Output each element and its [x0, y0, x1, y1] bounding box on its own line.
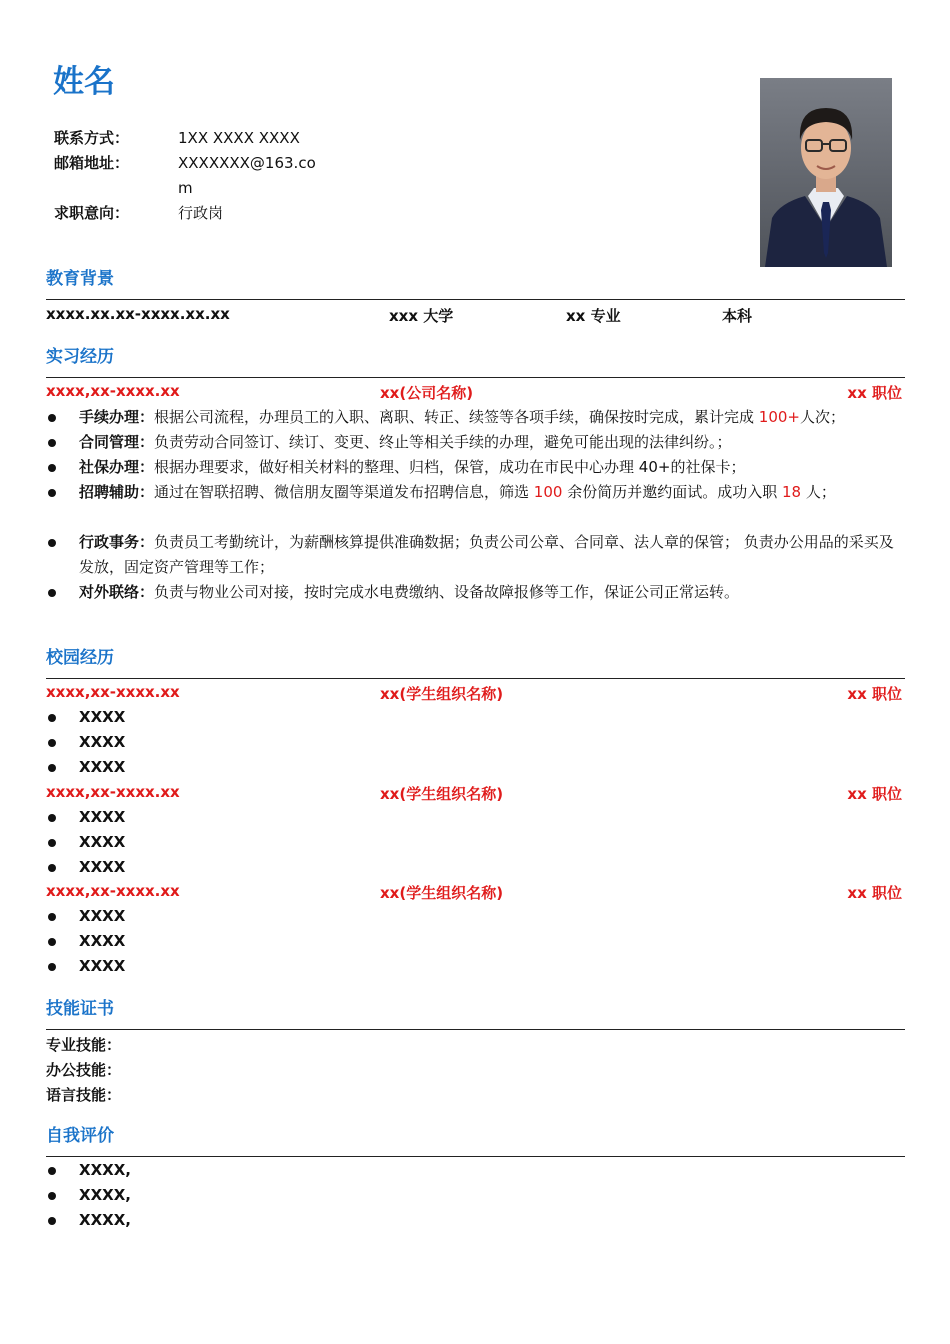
item-text: XXXX [79, 907, 126, 925]
list-item [46, 530, 908, 580]
item-text: 负责员工考勤统计，为薪酬核算提供准确数据；负责公司公章、合同章、法人章的保管； 负责办公用品的采买及发放，固定资产管理等工作； [79, 533, 894, 576]
item-text: 通过在智联招聘、微信朋友圈等渠道发布招聘信息，筛选 [154, 483, 534, 501]
section-title-campus: 校园经历 [46, 648, 114, 668]
education-school: xxx 大学 [389, 307, 454, 325]
item-text: XXXX [79, 708, 126, 726]
campus-items [46, 805, 908, 880]
bullet-icon [48, 864, 56, 872]
item-highlight: 18 [781, 483, 802, 501]
section-title-education: 教育背景 [46, 269, 114, 289]
bullet-icon [48, 764, 56, 772]
list-item [46, 830, 908, 855]
campus-org: xx(学生组织名称) [380, 785, 504, 803]
contact-row-objective [54, 201, 354, 226]
campus-date: xxxx,xx-xxxx.xx [46, 683, 180, 701]
list-item [46, 1158, 908, 1183]
item-text: 余份简历并邀约面试。成功入职 [562, 483, 782, 501]
campus-items [46, 904, 908, 979]
list-item [46, 430, 908, 455]
internship-position: xx 职位 [847, 384, 902, 402]
item-text: XXXX [79, 957, 126, 975]
item-highlight: 100 [533, 483, 563, 501]
section-title-self-eval: 自我评价 [46, 1126, 114, 1146]
campus-date: xxxx,xx-xxxx.xx [46, 882, 180, 900]
section-title-skills: 技能证书 [46, 999, 114, 1019]
contact-info [54, 126, 354, 226]
campus-org: xx(学生组织名称) [380, 884, 504, 902]
item-text: XXXX [79, 808, 126, 826]
campus-position: xx 职位 [847, 685, 902, 703]
skill-language: 语言技能： [46, 1086, 122, 1104]
internship-header [46, 382, 902, 404]
campus-date: xxxx,xx-xxxx.xx [46, 783, 180, 801]
section-title-internship: 实习经历 [46, 347, 114, 367]
list-item [46, 755, 908, 780]
item-text: XXXX [79, 733, 126, 751]
section-divider [46, 299, 905, 300]
bullet-icon [48, 439, 56, 447]
item-label: 招聘辅助： [79, 483, 155, 501]
contact-label: 联系方式： [54, 129, 130, 147]
item-text: 负责与物业公司对接，按时完成水电费缴纳、设备故障报修等工作，保证公司正常运转。 [154, 583, 740, 601]
item-label: 行政事务： [79, 533, 155, 551]
internship-duties [46, 405, 908, 605]
campus-header [46, 783, 902, 805]
item-label: 合同管理： [79, 433, 155, 451]
contact-label: 求职意向： [54, 204, 130, 222]
bullet-icon [48, 714, 56, 722]
campus-header [46, 683, 902, 705]
education-degree: 本科 [722, 307, 753, 325]
contact-row-email [54, 151, 354, 201]
section-divider [46, 1156, 905, 1157]
list-item [46, 1183, 908, 1208]
list-item [46, 480, 908, 505]
resume-name: 姓名 [53, 64, 115, 100]
item-highlight: 100+ [758, 408, 800, 426]
campus-header [46, 882, 902, 904]
item-text: 负责劳动合同签订、续订、变更、终止等相关手续的办理，避免可能出现的法律纠纷。； [154, 433, 732, 451]
list-item [46, 455, 908, 480]
item-text: 根据办理要求，做好相关材料的整理、归档，保管，成功在市民中心办理 40+的社保卡； [154, 458, 746, 476]
item-label: 对外联络： [79, 583, 155, 601]
bullet-icon [48, 839, 56, 847]
bullet-icon [48, 414, 56, 422]
bullet-icon [48, 464, 56, 472]
internship-company: xx(公司名称) [380, 384, 474, 402]
campus-position: xx 职位 [847, 884, 902, 902]
item-text: 人； [801, 483, 836, 501]
contact-value: 行政岗 [178, 204, 224, 222]
campus-org: xx(学生组织名称) [380, 685, 504, 703]
campus-items [46, 705, 908, 780]
item-text: XXXX [79, 833, 126, 851]
list-item [46, 954, 908, 979]
bullet-icon [48, 913, 56, 921]
item-text: XXXX [79, 932, 126, 950]
item-label: 手续办理： [79, 408, 155, 426]
self-eval-items [46, 1158, 908, 1233]
item-label: 社保办理： [79, 458, 155, 476]
contact-label: 邮箱地址： [54, 154, 130, 172]
section-divider [46, 1029, 905, 1030]
list-item [46, 805, 908, 830]
contact-row-phone [54, 126, 354, 151]
bullet-icon [48, 814, 56, 822]
skill-office: 办公技能： [46, 1061, 122, 1079]
contact-value: 1XX XXXX XXXX [178, 129, 300, 147]
bullet-icon [48, 1167, 56, 1175]
item-text: 根据公司流程，办理员工的入职、离职、转正、续签等各项手续，确保按时完成，累计完成 [154, 408, 759, 426]
profile-photo [760, 78, 892, 267]
list-item [46, 405, 908, 430]
item-text: XXXX, [79, 1211, 131, 1229]
bullet-icon [48, 963, 56, 971]
list-item [46, 730, 908, 755]
list-item [46, 904, 908, 929]
item-text: 人次； [800, 408, 846, 426]
section-divider [46, 678, 905, 679]
list-item [46, 855, 908, 880]
bullet-icon [48, 938, 56, 946]
internship-date: xxxx,xx-xxxx.xx [46, 382, 180, 400]
list-item [46, 1208, 908, 1233]
education-major: xx 专业 [566, 307, 621, 325]
bullet-icon [48, 739, 56, 747]
bullet-icon [48, 1192, 56, 1200]
list-item [46, 929, 908, 954]
bullet-icon [48, 1217, 56, 1225]
bullet-icon [48, 489, 56, 497]
bullet-icon [48, 539, 56, 547]
education-date: xxxx.xx.xx-xxxx.xx.xx [46, 305, 230, 323]
item-text: XXXX, [79, 1186, 131, 1204]
bullet-icon [48, 589, 56, 597]
contact-value: XXXXXXX@163.com [178, 154, 316, 197]
education-row [46, 305, 905, 327]
skill-professional: 专业技能： [46, 1036, 122, 1054]
item-text: XXXX [79, 858, 126, 876]
list-item [46, 580, 908, 605]
item-text: XXXX, [79, 1161, 131, 1179]
item-text: XXXX [79, 758, 126, 776]
section-divider [46, 377, 905, 378]
campus-position: xx 职位 [847, 785, 902, 803]
list-item [46, 705, 908, 730]
